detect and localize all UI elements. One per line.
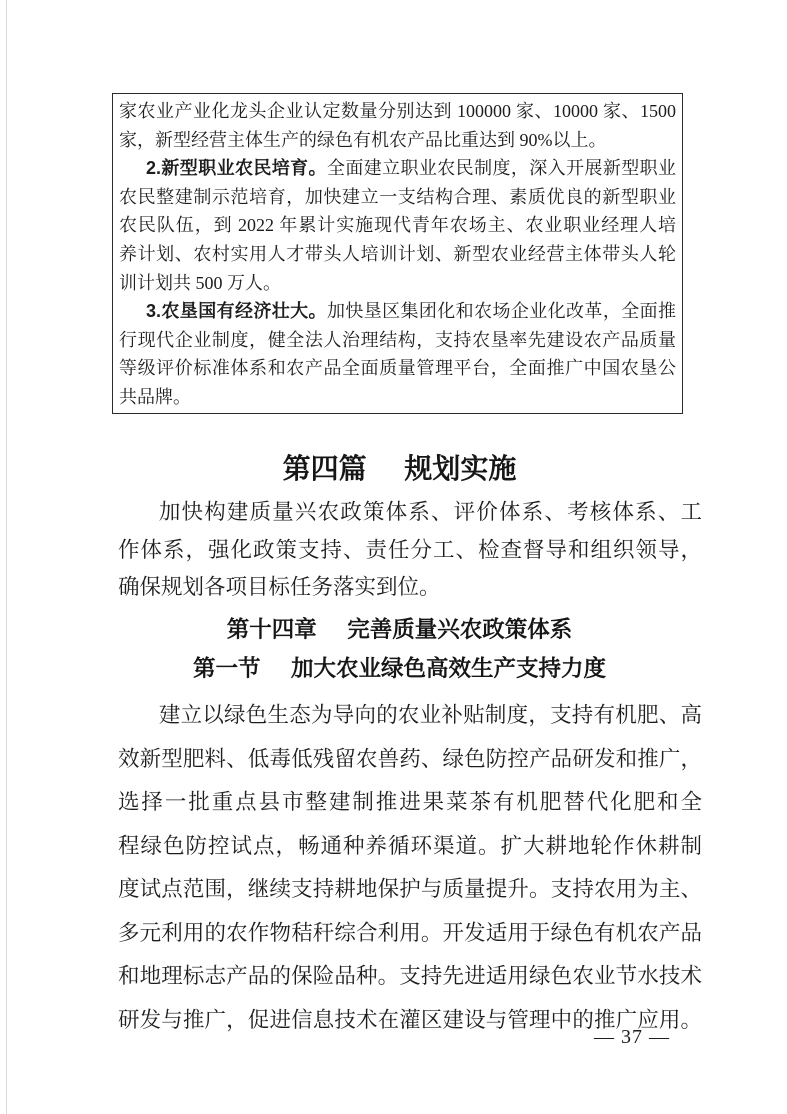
text-line [118,955,702,999]
line-text: 确保规划各项目标任务落实到位。 [118,575,441,599]
line-text: 作体系，强化政策支持、责任分工、检查督导和组织领导， [118,537,702,562]
box-line [119,269,676,298]
text-line [118,912,702,956]
text-line [118,694,702,738]
box-line-text: 全面建立职业农民制度，深入开展新型职业 [326,158,676,179]
line-text: 加快构建质量兴农政策体系、评价体系、考核体系、工 [158,500,702,524]
box-line [119,211,676,240]
box-line [119,383,676,412]
box-line-text: 共品牌。 [119,386,191,407]
text-line [118,532,702,570]
box-line-text: 农民整建制示范培育，加快建立一支结构合理、素质优良的新型职业 [119,186,676,207]
page-number: — 37 — [594,1026,670,1048]
box-line-text: 训计划共 500 万人。 [119,272,281,293]
box-line [119,326,676,355]
section-label: 第一节 [193,656,261,681]
box-line [119,126,676,155]
box-line [119,297,676,326]
text-line [118,868,702,912]
box-line-text: 加快垦区集团化和农场企业化改革，全面推 [326,301,676,322]
section-title: 加大农业绿色高效生产支持力度 [290,656,606,681]
scan-edge-line [6,0,7,1114]
chapter-title: 完善质量兴农政策体系 [347,617,573,642]
text-line [118,569,702,607]
line-text: 建立以绿色生态为导向的农业补贴制度，支持有机肥、高 [158,703,702,727]
text-line [118,781,702,825]
box-line-text: 养计划、农村实用人才带头人培训计划、新型农业经营主体带头人轮 [119,243,676,264]
line-text: 研发与推广，促进信息技术在灌区建设与管理中的推广应用。 [118,1007,702,1032]
box-line-text: 行现代企业制度，健全法人治理结构，支持农垦率先建设农产品质量 [119,329,676,350]
box-line [119,97,676,126]
chapter-label: 第十四章 [226,617,317,642]
box-line-text: 家，新型经营主体生产的绿色有机农产品比重达到 90%以上。 [119,129,607,150]
line-text: 选择一批重点县市整建制推进果菜茶有机肥替代化肥和全 [118,790,702,814]
line-text: 和地理标志产品的保险品种。支持先进适用绿色农业节水技术 [118,964,702,988]
box-line-text: 农民队伍，到 2022 年累计实施现代青年农场主、农业职业经理人培 [119,215,676,236]
intro-paragraph [118,494,702,607]
box-line [119,154,676,183]
body-paragraph [118,694,702,1042]
box-line-text: 等级评价标准体系和农产品全面质量管理平台，全面推广中国农垦公 [119,358,676,379]
box-line [119,354,676,383]
line-text: 程绿色防控试点，畅通种养循环渠道。扩大耕地轮作休耕制 [118,833,702,858]
line-text: 度试点范围，继续支持耕地保护与质量提升。支持农用为主、 [118,877,702,901]
part-label: 第四篇 [282,453,367,484]
part-title: 规划实施 [404,453,517,484]
text-line [118,738,702,782]
section-heading [112,651,687,687]
highlight-box [112,93,683,414]
box-line [119,240,676,269]
box-line-text: 家农业产业化龙头企业认定数量分别达到 100000 家、10000 家、1500 [119,101,676,121]
text-line [118,825,702,869]
text-line [118,494,702,532]
bold-run: 3.农垦国有经济壮大。 [146,301,327,322]
line-text: 多元利用的农作物秸秆综合利用。开发适用于绿色有机农产品 [118,920,702,945]
chapter-heading [112,612,687,648]
box-line [119,183,676,212]
bold-run: 2.新型职业农民培育。 [146,158,327,179]
part-heading [112,450,687,488]
line-text: 效新型肥料、低毒低残留农兽药、绿色防控产品研发和推广， [118,746,702,771]
